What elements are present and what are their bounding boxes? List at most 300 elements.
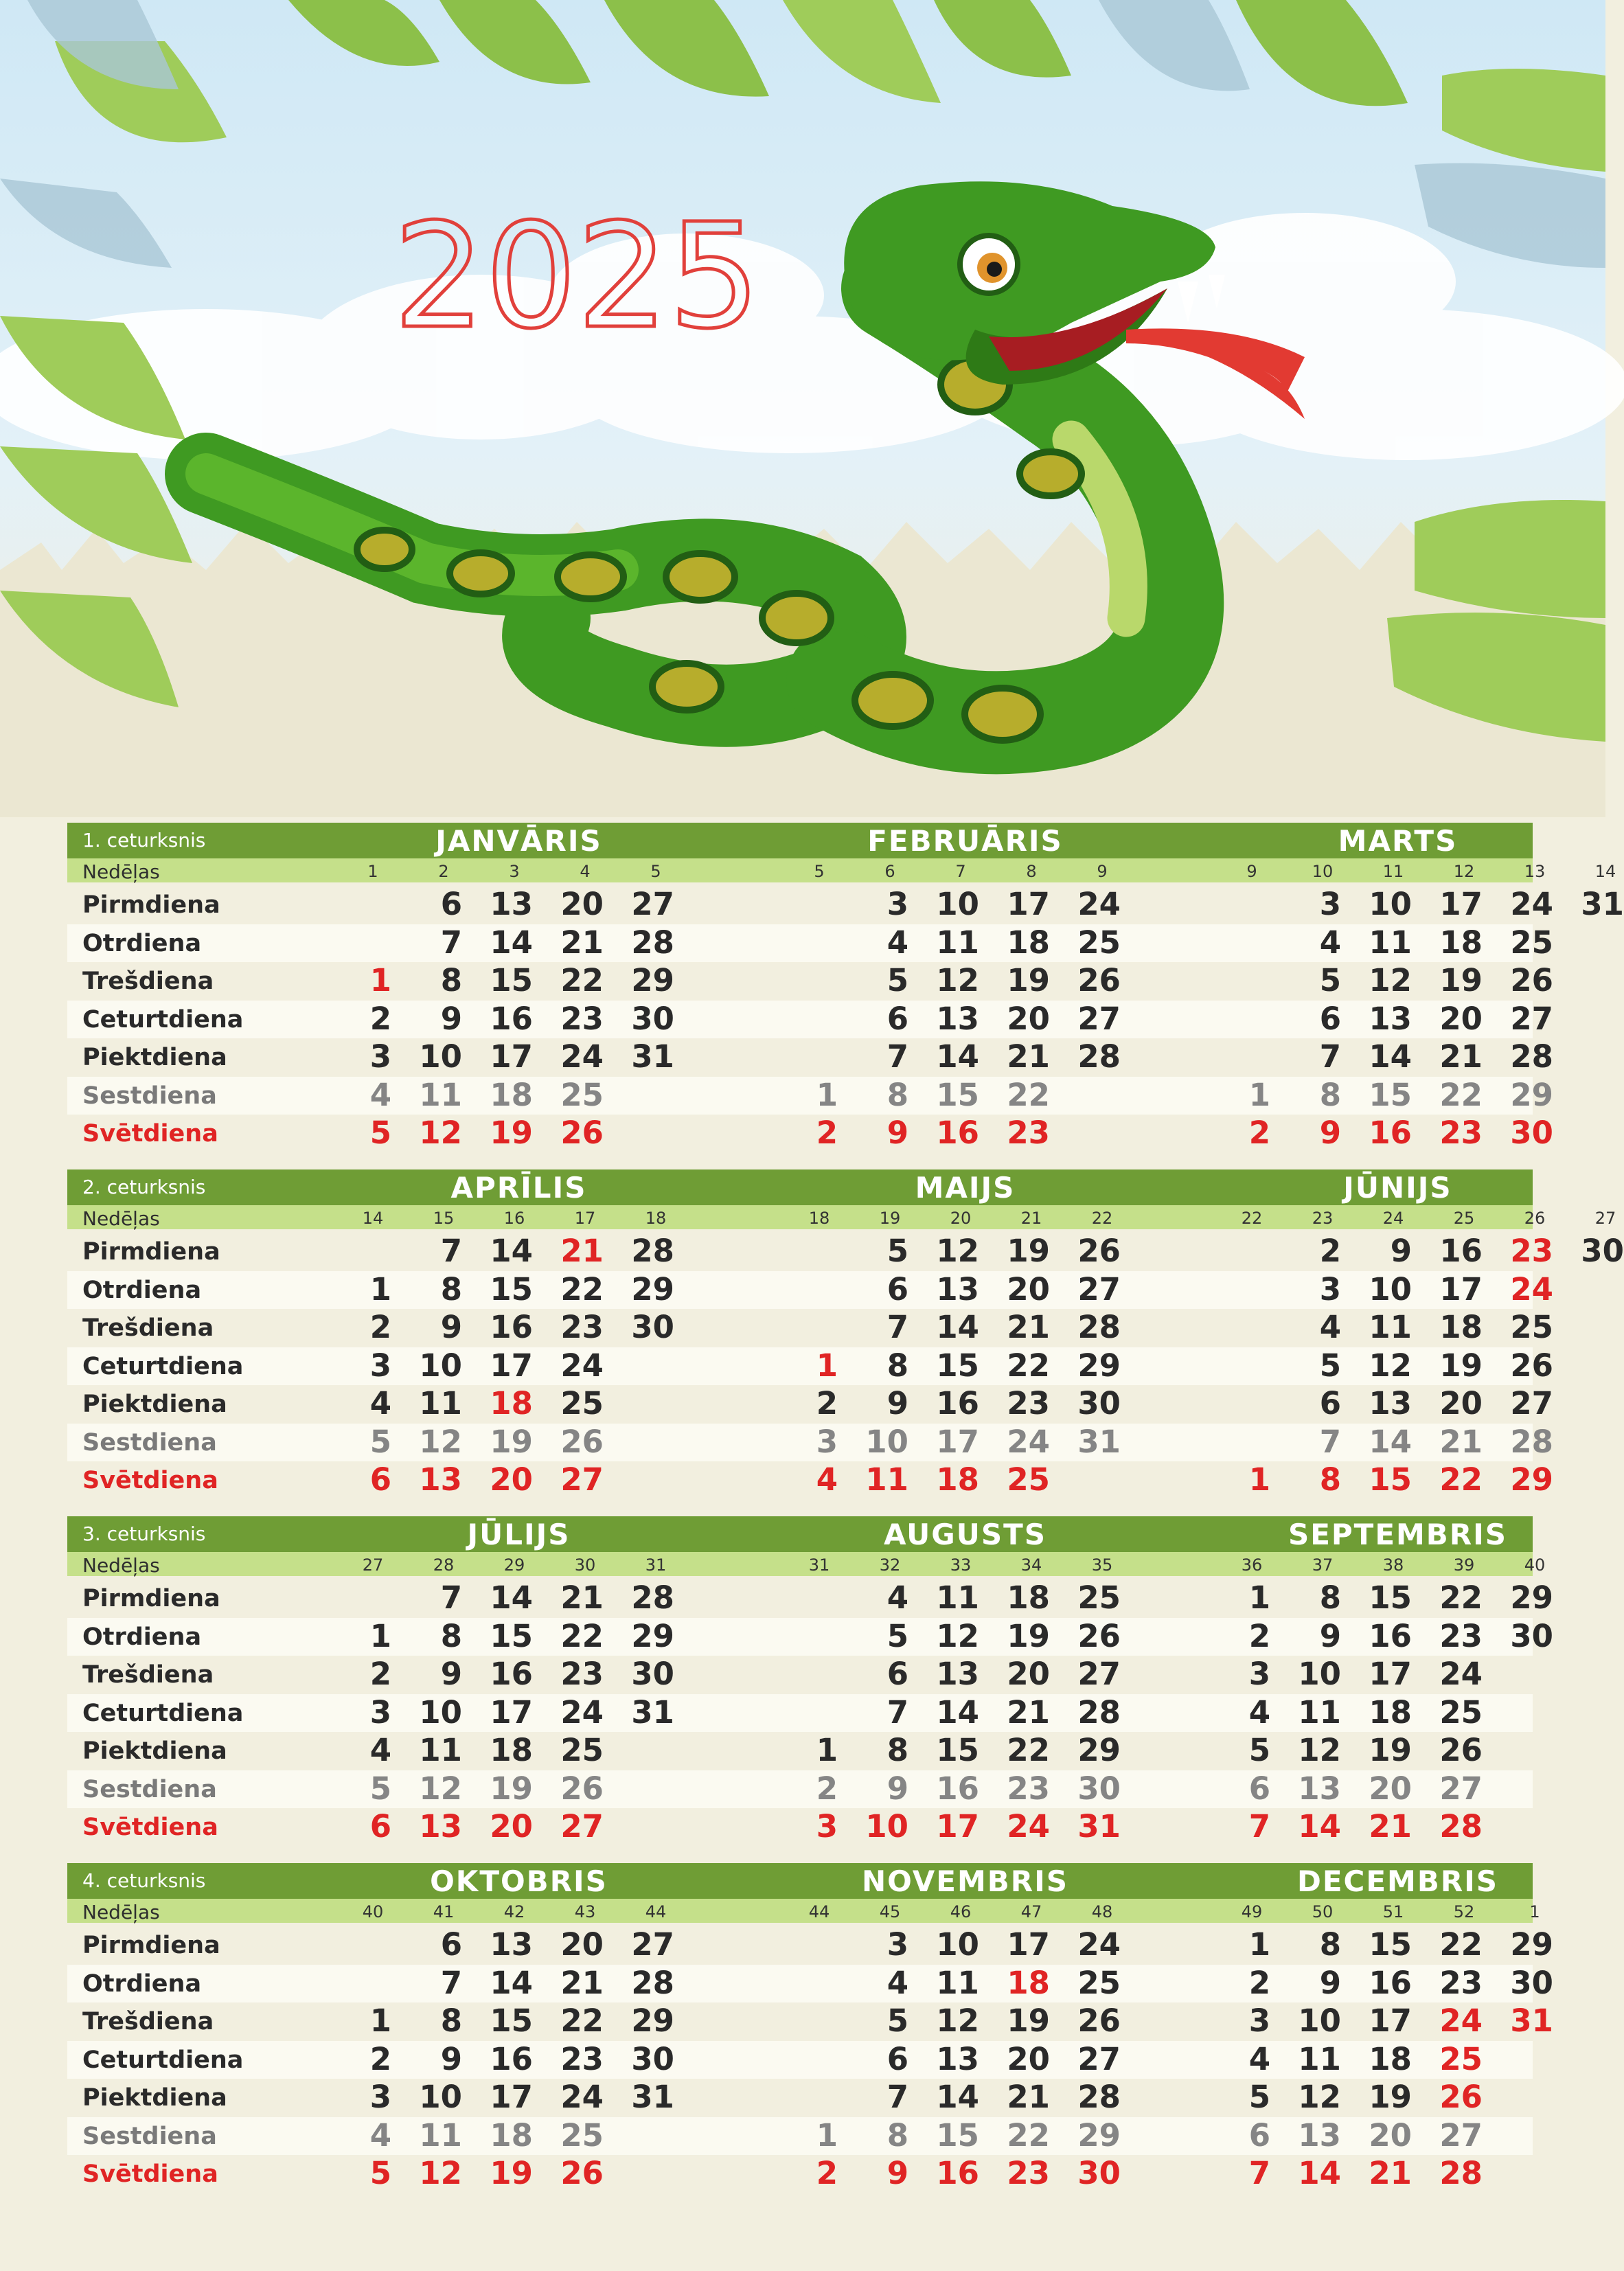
calendar-day: 30 xyxy=(1077,1385,1121,1422)
calendar-day: 15 xyxy=(936,2116,979,2154)
calendar-day: 28 xyxy=(1077,1038,1121,1075)
snake-illustration xyxy=(0,0,1605,817)
week-number: 1 xyxy=(1529,1902,1540,1921)
calendar-day: 5 xyxy=(369,1770,391,1807)
week-number: 5 xyxy=(814,862,825,881)
calendar-day: 29 xyxy=(631,1617,674,1654)
calendar-day: 16 xyxy=(936,2155,979,2191)
calendar-day: 22 xyxy=(560,1270,604,1308)
calendar-day: 24 xyxy=(1007,1423,1050,1460)
calendar-day: 10 xyxy=(1369,1270,1412,1308)
calendar-day: 31 xyxy=(631,2079,674,2115)
calendar-day: 10 xyxy=(936,1926,979,1963)
calendar-day: 4 xyxy=(887,924,908,961)
calendar-day: 27 xyxy=(1439,2116,1483,2154)
calendar-day: 17 xyxy=(490,1038,533,1075)
calendar-day: 24 xyxy=(1077,886,1121,922)
week-number: 33 xyxy=(950,1555,972,1575)
calendar-day: 8 xyxy=(887,1076,908,1113)
week-number: 14 xyxy=(1594,862,1616,881)
calendar-day: 26 xyxy=(1077,2002,1121,2039)
week-number: 18 xyxy=(808,1209,830,1228)
calendar-day: 4 xyxy=(1319,924,1341,961)
week-number: 36 xyxy=(1241,1555,1263,1575)
calendar-day: 12 xyxy=(419,1115,462,1151)
calendar-day: 26 xyxy=(560,2155,604,2191)
calendar-day: 18 xyxy=(1007,924,1050,961)
calendar-day: 22 xyxy=(1439,1579,1483,1616)
calendar-day: 2 xyxy=(369,1000,391,1037)
calendar-day: 6 xyxy=(1248,1770,1270,1807)
calendar-day: 10 xyxy=(419,1038,462,1075)
weekday-label: Svētdiena xyxy=(82,1814,218,1841)
week-number: 31 xyxy=(808,1555,830,1575)
calendar-day: 8 xyxy=(1319,1579,1341,1616)
quarter-block xyxy=(67,823,1624,1164)
week-number: 35 xyxy=(1091,1555,1113,1575)
week-number: 17 xyxy=(574,1209,596,1228)
calendar-day: 29 xyxy=(1510,1076,1553,1113)
calendar-day: 18 xyxy=(490,1076,533,1113)
year-text: 2025 xyxy=(393,192,761,361)
calendar-day: 27 xyxy=(1077,1000,1121,1037)
calendar-day: 25 xyxy=(1510,924,1553,961)
calendar-day: 16 xyxy=(1369,1115,1412,1151)
calendar-day: 7 xyxy=(887,1693,908,1731)
calendar-day: 22 xyxy=(1439,1076,1483,1113)
calendar-day: 16 xyxy=(490,1656,533,1692)
calendar-day: 8 xyxy=(440,962,462,998)
calendar-day: 6 xyxy=(1319,1000,1341,1037)
calendar-day: 16 xyxy=(490,1309,533,1345)
calendar-day: 9 xyxy=(887,1770,908,1807)
calendar-day: 14 xyxy=(490,1579,533,1616)
weekday-label: Sestdiena xyxy=(82,1775,217,1803)
calendar-day: 24 xyxy=(560,2079,604,2115)
weeks-label: Nedēļas xyxy=(82,1554,160,1577)
year-calendar xyxy=(67,823,1624,2210)
calendar-day: 29 xyxy=(631,2002,674,2039)
calendar-day: 14 xyxy=(1298,1808,1341,1845)
calendar-day: 18 xyxy=(490,1385,533,1422)
calendar-day: 22 xyxy=(560,2002,604,2039)
calendar-day: 21 xyxy=(1007,1038,1050,1075)
calendar-day: 25 xyxy=(1007,1461,1050,1498)
calendar-day: 3 xyxy=(1319,1270,1341,1308)
calendar-day: 13 xyxy=(1369,1000,1412,1037)
calendar-day: 6 xyxy=(1248,2116,1270,2154)
calendar-day: 10 xyxy=(1298,1656,1341,1692)
quarter-label: 2. ceturksnis xyxy=(82,1176,206,1198)
calendar-day: 1 xyxy=(369,962,391,998)
calendar-day: 16 xyxy=(490,2040,533,2077)
calendar-day: 21 xyxy=(1369,1808,1412,1845)
calendar-day: 24 xyxy=(1439,2002,1483,2039)
calendar-day: 24 xyxy=(1439,1656,1483,1692)
week-number: 29 xyxy=(503,1555,525,1575)
calendar-day: 8 xyxy=(887,1732,908,1768)
calendar-day: 25 xyxy=(1439,1693,1483,1731)
calendar-day: 1 xyxy=(1248,1461,1270,1498)
week-number: 20 xyxy=(950,1209,972,1228)
calendar-day: 5 xyxy=(1319,962,1341,998)
calendar-day: 17 xyxy=(1007,1926,1050,1963)
month-name: JANVĀRIS xyxy=(435,824,602,858)
calendar-day: 21 xyxy=(1439,1038,1483,1075)
calendar-day: 27 xyxy=(631,1926,674,1963)
week-number: 39 xyxy=(1453,1555,1475,1575)
calendar-day: 19 xyxy=(490,1770,533,1807)
week-number: 3 xyxy=(509,862,520,881)
calendar-day: 17 xyxy=(1369,1656,1412,1692)
calendar-day: 6 xyxy=(1319,1385,1341,1422)
calendar-day: 7 xyxy=(440,1579,462,1616)
quarter-label: 4. ceturksnis xyxy=(82,1869,206,1892)
calendar-day: 20 xyxy=(1439,1385,1483,1422)
week-number: 30 xyxy=(574,1555,596,1575)
calendar-day: 23 xyxy=(560,1309,604,1345)
calendar-day: 2 xyxy=(1248,1617,1270,1654)
calendar-day: 18 xyxy=(1439,1309,1483,1345)
week-number: 2 xyxy=(438,862,449,881)
calendar-day: 14 xyxy=(1369,1038,1412,1075)
week-number: 7 xyxy=(955,862,966,881)
calendar-day: 4 xyxy=(887,1579,908,1616)
calendar-day: 23 xyxy=(1007,1385,1050,1422)
weekday-label: Pirmdiena xyxy=(82,1585,220,1612)
calendar-day: 4 xyxy=(369,1732,391,1768)
calendar-day: 20 xyxy=(1369,1770,1412,1807)
calendar-day: 10 xyxy=(419,2079,462,2115)
calendar-day: 10 xyxy=(419,1347,462,1384)
calendar-day: 16 xyxy=(1369,1617,1412,1654)
month-name: MAIJS xyxy=(915,1171,1016,1205)
week-number: 44 xyxy=(645,1902,667,1921)
calendar-day: 19 xyxy=(1439,962,1483,998)
week-number: 24 xyxy=(1382,1209,1404,1228)
week-number: 50 xyxy=(1312,1902,1334,1921)
calendar-day: 8 xyxy=(887,2116,908,2154)
calendar-day: 12 xyxy=(419,1423,462,1460)
weeks-label: Nedēļas xyxy=(82,860,160,883)
calendar-day: 16 xyxy=(936,1770,979,1807)
calendar-day: 13 xyxy=(1298,2116,1341,2154)
weekday-label: Svētdiena xyxy=(82,2160,218,2188)
calendar-day: 21 xyxy=(560,924,604,961)
calendar-day: 1 xyxy=(369,2002,391,2039)
week-number: 42 xyxy=(503,1902,525,1921)
calendar-day: 11 xyxy=(419,1732,462,1768)
calendar-day: 11 xyxy=(419,1076,462,1113)
calendar-day: 1 xyxy=(369,1617,391,1654)
calendar-day: 19 xyxy=(1369,2079,1412,2115)
calendar-day: 13 xyxy=(490,886,533,922)
calendar-day: 3 xyxy=(369,1038,391,1075)
calendar-day: 27 xyxy=(631,886,674,922)
calendar-day: 8 xyxy=(887,1347,908,1384)
calendar-day: 2 xyxy=(1248,1964,1270,2001)
calendar-day: 23 xyxy=(1439,1964,1483,2001)
calendar-day: 7 xyxy=(1248,2155,1270,2191)
weekday-label: Svētdiena xyxy=(82,1467,218,1494)
calendar-day: 24 xyxy=(1077,1926,1121,1963)
calendar-day: 14 xyxy=(936,1309,979,1345)
week-number: 31 xyxy=(645,1555,667,1575)
calendar-day: 11 xyxy=(865,1461,908,1498)
calendar-day: 17 xyxy=(936,1423,979,1460)
calendar-day: 23 xyxy=(1439,1115,1483,1151)
calendar-day: 19 xyxy=(1439,1347,1483,1384)
calendar-day: 29 xyxy=(1510,1579,1553,1616)
calendar-day: 24 xyxy=(560,1038,604,1075)
calendar-day: 14 xyxy=(936,1038,979,1075)
week-number: 19 xyxy=(879,1209,901,1228)
calendar-day: 19 xyxy=(490,1115,533,1151)
calendar-day: 1 xyxy=(1248,1076,1270,1113)
calendar-day: 22 xyxy=(1007,2116,1050,2154)
week-number: 48 xyxy=(1091,1902,1113,1921)
calendar-day: 21 xyxy=(1007,2079,1050,2115)
calendar-day: 8 xyxy=(440,2002,462,2039)
calendar-day: 6 xyxy=(887,1656,908,1692)
calendar-day: 2 xyxy=(816,2155,838,2191)
calendar-day: 31 xyxy=(631,1693,674,1731)
week-number: 11 xyxy=(1382,862,1404,881)
calendar-day: 19 xyxy=(1007,1617,1050,1654)
calendar-day: 30 xyxy=(1581,1233,1624,1269)
weekday-label: Sestdiena xyxy=(82,1082,217,1110)
calendar-day: 23 xyxy=(560,1656,604,1692)
calendar-day: 10 xyxy=(865,1423,908,1460)
calendar-day: 9 xyxy=(440,2040,462,2077)
calendar-day: 5 xyxy=(887,962,908,998)
calendar-day: 13 xyxy=(936,1270,979,1308)
calendar-day: 9 xyxy=(1390,1233,1412,1269)
calendar-day: 11 xyxy=(1369,1309,1412,1345)
calendar-day: 25 xyxy=(560,1732,604,1768)
calendar-day: 7 xyxy=(440,1233,462,1269)
calendar-day: 6 xyxy=(369,1461,391,1498)
calendar-day: 17 xyxy=(1439,1270,1483,1308)
calendar-day: 24 xyxy=(1510,886,1553,922)
calendar-day: 14 xyxy=(936,2079,979,2115)
calendar-day: 24 xyxy=(1510,1270,1553,1308)
calendar-day: 29 xyxy=(631,962,674,998)
weekday-label: Pirmdiena xyxy=(82,1932,220,1959)
calendar-day: 26 xyxy=(560,1423,604,1460)
calendar-day: 12 xyxy=(419,2155,462,2191)
calendar-day: 29 xyxy=(631,1270,674,1308)
calendar-day: 6 xyxy=(440,1926,462,1963)
calendar-day: 13 xyxy=(1298,1770,1341,1807)
calendar-day: 7 xyxy=(440,924,462,961)
week-number: 15 xyxy=(433,1209,455,1228)
calendar-day: 12 xyxy=(936,1617,979,1654)
calendar-day: 9 xyxy=(887,1115,908,1151)
calendar-day: 11 xyxy=(936,1964,979,2001)
year-title xyxy=(357,175,797,381)
weekday-label: Piektdiena xyxy=(82,1737,227,1765)
calendar-day: 20 xyxy=(560,886,604,922)
calendar-day: 27 xyxy=(1510,1000,1553,1037)
calendar-day: 20 xyxy=(490,1461,533,1498)
calendar-day: 26 xyxy=(1510,1347,1553,1384)
calendar-day: 9 xyxy=(887,2155,908,2191)
calendar-day: 28 xyxy=(1510,1423,1553,1460)
calendar-day: 23 xyxy=(560,1000,604,1037)
calendar-day: 28 xyxy=(1510,1038,1553,1075)
calendar-day: 20 xyxy=(490,1808,533,1845)
calendar-day: 4 xyxy=(369,1076,391,1113)
calendar-day: 22 xyxy=(1007,1732,1050,1768)
calendar-day: 26 xyxy=(560,1115,604,1151)
calendar-day: 15 xyxy=(1369,1461,1412,1498)
calendar-day: 7 xyxy=(887,1038,908,1075)
calendar-day: 8 xyxy=(440,1617,462,1654)
calendar-day: 30 xyxy=(1077,2155,1121,2191)
week-number: 45 xyxy=(879,1902,901,1921)
calendar-day: 11 xyxy=(936,1579,979,1616)
calendar-day: 1 xyxy=(816,1076,838,1113)
quarter-label: 1. ceturksnis xyxy=(82,829,206,852)
calendar-day: 4 xyxy=(1248,2040,1270,2077)
calendar-day: 27 xyxy=(1510,1385,1553,1422)
calendar-day: 31 xyxy=(1510,2002,1553,2039)
calendar-day: 18 xyxy=(1007,1579,1050,1616)
calendar-day: 3 xyxy=(1248,2002,1270,2039)
week-number: 22 xyxy=(1241,1209,1263,1228)
calendar-day: 13 xyxy=(419,1808,462,1845)
week-number: 4 xyxy=(580,862,591,881)
calendar-day: 20 xyxy=(1369,2116,1412,2154)
calendar-day: 23 xyxy=(1007,2155,1050,2191)
calendar-day: 30 xyxy=(631,1309,674,1345)
calendar-day: 4 xyxy=(1319,1309,1341,1345)
weekday-label: Sestdiena xyxy=(82,2122,217,2150)
calendar-day: 17 xyxy=(490,2079,533,2115)
calendar-day: 25 xyxy=(560,2116,604,2154)
calendar-day: 2 xyxy=(369,2040,391,2077)
calendar-day: 6 xyxy=(887,1000,908,1037)
calendar-day: 18 xyxy=(490,1732,533,1768)
week-number: 46 xyxy=(950,1902,972,1921)
calendar-day: 5 xyxy=(887,1617,908,1654)
week-number: 27 xyxy=(1594,1209,1616,1228)
calendar-day: 28 xyxy=(1077,1309,1121,1345)
calendar-day: 26 xyxy=(1439,2079,1483,2115)
calendar-day: 29 xyxy=(1077,2116,1121,2154)
week-number: 9 xyxy=(1097,862,1108,881)
calendar-day: 19 xyxy=(490,2155,533,2191)
weekday-label: Trešdiena xyxy=(82,968,214,995)
calendar-day: 12 xyxy=(1369,1347,1412,1384)
calendar-day: 14 xyxy=(490,1233,533,1269)
calendar-day: 28 xyxy=(631,924,674,961)
calendar-day: 5 xyxy=(1248,2079,1270,2115)
calendar-day: 12 xyxy=(1369,962,1412,998)
calendar-day: 18 xyxy=(1369,2040,1412,2077)
calendar-day: 13 xyxy=(936,1000,979,1037)
calendar-day: 25 xyxy=(1510,1309,1553,1345)
week-number: 1 xyxy=(367,862,378,881)
calendar-day: 30 xyxy=(631,1656,674,1692)
quarter-block xyxy=(67,1863,1553,2204)
calendar-day: 9 xyxy=(440,1309,462,1345)
month-name: MARTS xyxy=(1338,824,1458,858)
calendar-day: 20 xyxy=(1007,1656,1050,1692)
calendar-day: 5 xyxy=(1248,1732,1270,1768)
calendar-day: 15 xyxy=(936,1347,979,1384)
calendar-day: 30 xyxy=(631,1000,674,1037)
month-name: JŪNIJS xyxy=(1343,1171,1452,1205)
week-number: 51 xyxy=(1382,1902,1404,1921)
week-number: 23 xyxy=(1312,1209,1334,1228)
calendar-day: 24 xyxy=(560,1347,604,1384)
calendar-day: 7 xyxy=(887,1309,908,1345)
calendar-day: 17 xyxy=(936,1808,979,1845)
calendar-day: 15 xyxy=(490,2002,533,2039)
calendar-day: 19 xyxy=(490,1423,533,1460)
calendar-day: 6 xyxy=(887,1270,908,1308)
week-number: 13 xyxy=(1524,862,1546,881)
weekday-label: Trešdiena xyxy=(82,1314,214,1342)
calendar-day: 4 xyxy=(369,1385,391,1422)
calendar-day: 5 xyxy=(1319,1347,1341,1384)
weekday-label: Pirmdiena xyxy=(82,1238,220,1266)
week-number: 44 xyxy=(808,1902,830,1921)
calendar-day: 10 xyxy=(1369,886,1412,922)
month-name: DECEMBRIS xyxy=(1296,1864,1499,1898)
calendar-day: 20 xyxy=(1439,1000,1483,1037)
calendar-day: 21 xyxy=(560,1579,604,1616)
weekday-label: Otrdiena xyxy=(82,929,202,957)
calendar-day: 15 xyxy=(936,1076,979,1113)
calendar-day: 7 xyxy=(1248,1808,1270,1845)
week-number: 52 xyxy=(1453,1902,1475,1921)
calendar-day: 30 xyxy=(1510,1115,1553,1151)
calendar-day: 11 xyxy=(936,924,979,961)
week-number: 38 xyxy=(1382,1555,1404,1575)
calendar-day: 3 xyxy=(1319,886,1341,922)
calendar-day: 1 xyxy=(1248,1926,1270,1963)
calendar-day: 5 xyxy=(887,1233,908,1269)
calendar-day: 11 xyxy=(1369,924,1412,961)
calendar-day: 13 xyxy=(936,1656,979,1692)
calendar-day: 21 xyxy=(1369,2155,1412,2191)
calendar-day: 3 xyxy=(816,1423,838,1460)
calendar-day: 17 xyxy=(490,1347,533,1384)
calendar-day: 21 xyxy=(1439,1423,1483,1460)
calendar-day: 30 xyxy=(1077,1770,1121,1807)
calendar-day: 13 xyxy=(1369,1385,1412,1422)
calendar-day: 25 xyxy=(1439,2040,1483,2077)
week-number: 41 xyxy=(433,1902,455,1921)
calendar-day: 15 xyxy=(490,1617,533,1654)
weekday-label: Trešdiena xyxy=(82,1661,214,1689)
calendar-day: 22 xyxy=(560,1617,604,1654)
calendar-day: 18 xyxy=(1007,1964,1050,2001)
calendar-day: 2 xyxy=(1319,1233,1341,1269)
calendar-day: 29 xyxy=(1077,1732,1121,1768)
calendar-day: 10 xyxy=(1298,2002,1341,2039)
week-number: 49 xyxy=(1241,1902,1263,1921)
calendar-day: 1 xyxy=(816,2116,838,2154)
calendar-day: 7 xyxy=(440,1964,462,2001)
calendar-day: 29 xyxy=(1510,1461,1553,1498)
calendar-day: 14 xyxy=(936,1693,979,1731)
calendar-day: 19 xyxy=(1007,2002,1050,2039)
calendar-day: 3 xyxy=(1248,1656,1270,1692)
